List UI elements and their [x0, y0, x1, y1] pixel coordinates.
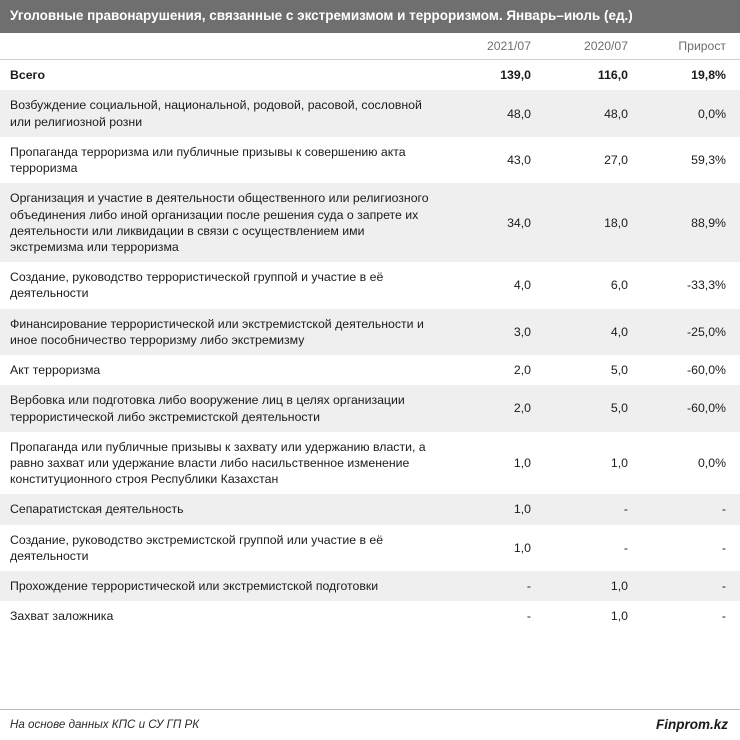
row-value-1: 1,0: [448, 494, 545, 524]
row-value-2: 4,0: [545, 309, 642, 355]
row-value-3: 0,0%: [642, 432, 740, 495]
row-value-2: 5,0: [545, 385, 642, 431]
page-title: Уголовные правонарушения, связанные с экстремизмом и терроризмом. Январь–июль (ед.): [0, 0, 740, 33]
statistics-table: [0, 33, 740, 631]
table-row: [0, 355, 740, 385]
table-row: [0, 385, 740, 431]
row-value-1: 43,0: [448, 137, 545, 183]
table-row: [0, 432, 740, 495]
row-value-1: 1,0: [448, 432, 545, 495]
row-value-3: 19,8%: [642, 60, 740, 91]
table-header-row: [0, 33, 740, 60]
row-label: Захват заложника: [0, 601, 448, 631]
row-value-2: 48,0: [545, 90, 642, 136]
table-header: [0, 33, 740, 60]
row-value-2: 18,0: [545, 183, 642, 262]
row-value-1: 3,0: [448, 309, 545, 355]
table-row: [0, 525, 740, 571]
row-label: Финансирование террористической или экстремистской деятельности и иное пособничество терроризму либо экстремизму: [0, 309, 448, 355]
row-label: Пропаганда терроризма или публичные призывы к совершению акта терроризма: [0, 137, 448, 183]
row-value-1: 139,0: [448, 60, 545, 91]
row-value-2: 1,0: [545, 432, 642, 495]
row-value-1: 1,0: [448, 525, 545, 571]
row-label: Сепаратистская деятельность: [0, 494, 448, 524]
row-value-1: 34,0: [448, 183, 545, 262]
footer: [0, 709, 740, 740]
row-value-3: -: [642, 601, 740, 631]
table-row: [0, 262, 740, 308]
row-label: Возбуждение социальной, национальной, родовой, расовой, сословной или религиозной розни: [0, 90, 448, 136]
table-row: [0, 309, 740, 355]
row-value-1: -: [448, 571, 545, 601]
table-row: [0, 90, 740, 136]
row-value-1: 4,0: [448, 262, 545, 308]
row-value-3: -: [642, 571, 740, 601]
row-value-3: 88,9%: [642, 183, 740, 262]
row-value-2: -: [545, 525, 642, 571]
row-value-2: 116,0: [545, 60, 642, 91]
row-value-1: 2,0: [448, 355, 545, 385]
source-note: На основе данных КПС и СУ ГП РК: [10, 718, 200, 731]
table-row: [0, 137, 740, 183]
row-value-2: 6,0: [545, 262, 642, 308]
row-value-3: 59,3%: [642, 137, 740, 183]
row-label: Прохождение террористической или экстремистской подготовки: [0, 571, 448, 601]
row-value-3: 0,0%: [642, 90, 740, 136]
table-row: [0, 183, 740, 262]
column-header-2020: 2020/07: [545, 33, 642, 60]
row-value-3: -33,3%: [642, 262, 740, 308]
row-value-3: -25,0%: [642, 309, 740, 355]
table-row: [0, 494, 740, 524]
table-row: [0, 60, 740, 91]
row-value-1: 48,0: [448, 90, 545, 136]
row-value-3: -60,0%: [642, 355, 740, 385]
column-header-label: [0, 33, 448, 60]
row-value-2: 5,0: [545, 355, 642, 385]
row-value-2: -: [545, 494, 642, 524]
column-header-growth: Прирост: [642, 33, 740, 60]
row-label: Пропаганда или публичные призывы к захвату или удержанию власти, а равно захват или удержание власти либо насильственное изменение конституционного строя Республики Казахстан: [0, 432, 448, 495]
row-value-3: -: [642, 494, 740, 524]
brand-label: Finprom.kz: [655, 717, 728, 732]
row-label: Вербовка или подготовка либо вооружение лиц в целях организации террористической либо экстремистской деятельности: [0, 385, 448, 431]
table-body: [0, 60, 740, 632]
row-value-1: 2,0: [448, 385, 545, 431]
row-value-2: 1,0: [545, 601, 642, 631]
table-row: [0, 571, 740, 601]
row-value-2: 1,0: [545, 571, 642, 601]
row-value-2: 27,0: [545, 137, 642, 183]
row-value-3: -60,0%: [642, 385, 740, 431]
row-label: Всего: [0, 60, 448, 91]
column-header-2021: 2021/07: [448, 33, 545, 60]
row-value-1: -: [448, 601, 545, 631]
row-label: Организация и участие в деятельности общественного или религиозного объединения либо иной организации после решения суда о запрете их деятельности или ликвидации в связи с осуществлением ими экстремизма или терроризма: [0, 183, 448, 262]
row-value-3: -: [642, 525, 740, 571]
row-label: Создание, руководство террористической группой и участие в её деятельности: [0, 262, 448, 308]
row-label: Создание, руководство экстремистской группой или участие в её деятельности: [0, 525, 448, 571]
row-label: Акт терроризма: [0, 355, 448, 385]
table-row: [0, 601, 740, 631]
